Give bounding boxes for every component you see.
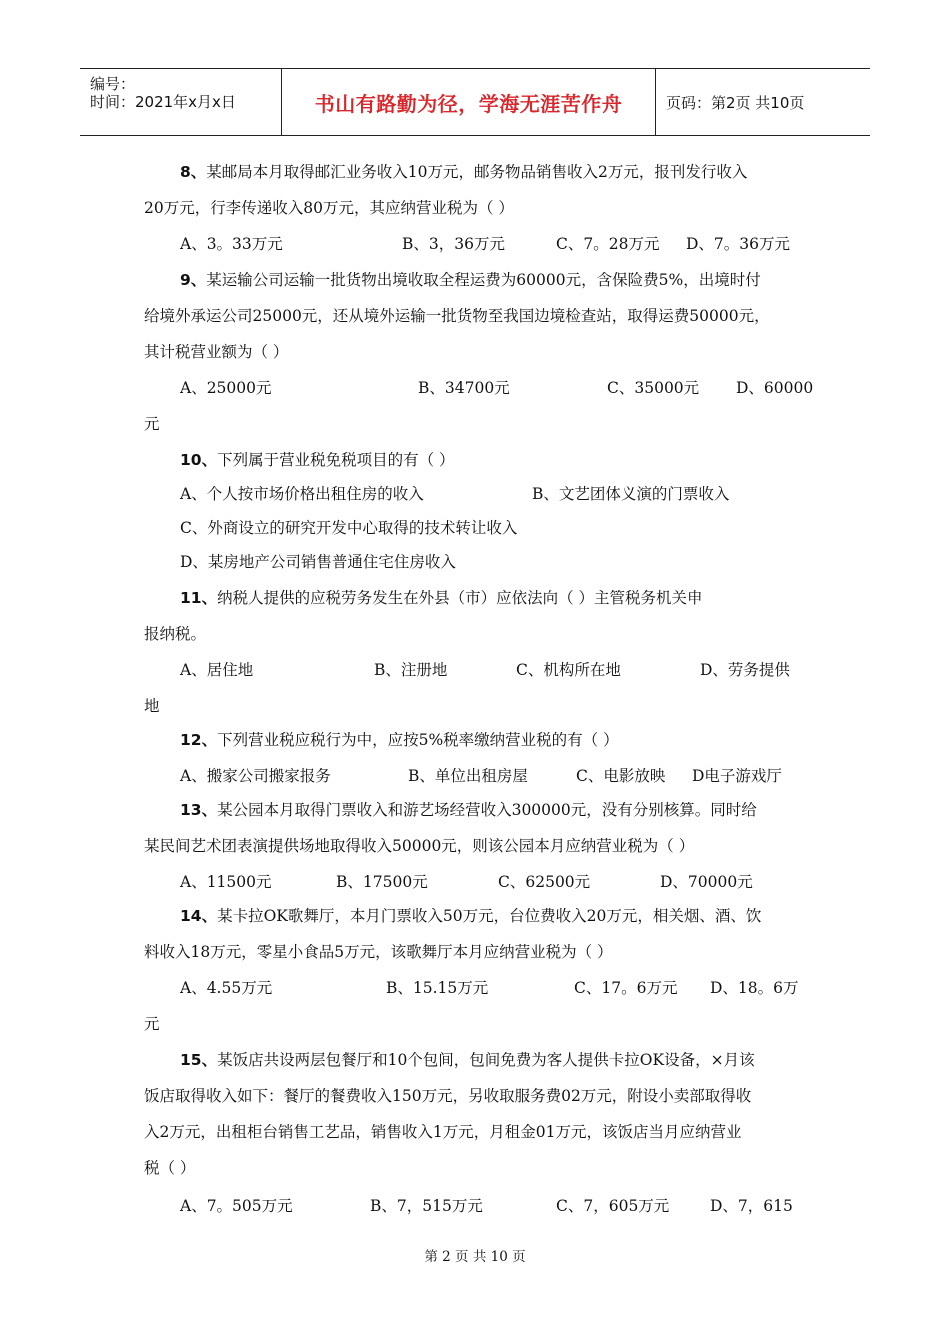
q12-option-c: C、电影放映 — [576, 767, 666, 785]
page-footer: 第 2 页 共 10 页 — [424, 1249, 526, 1265]
question-8-line-1 — [180, 162, 747, 182]
q10-option-c: C、外商设立的研究开发中心取得的技术转让收入 — [180, 519, 518, 537]
q11-option-c: C、机构所在地 — [516, 661, 621, 679]
q8-option-c: C、7。28万元 — [556, 235, 660, 253]
question-text: 某卡拉OK歌舞厅，本月门票收入50万元，台位费收入20万元，相关烟、酒、饮 — [217, 907, 762, 925]
q9-option-a: A、25000元 — [180, 379, 272, 397]
question-number: 11、 — [180, 589, 218, 607]
question-15-line-2: 饭店取得收入如下：餐厅的餐费收入150万元，另收取服务费02万元，附设小卖部取得收 — [144, 1087, 752, 1105]
header-page-info: 页码：第2页 共10页 — [666, 93, 805, 112]
q13-option-b: B、17500元 — [336, 873, 428, 891]
question-15-line-3: 入2万元，出租柜台销售工艺品，销售收入1万元，月租金01万元，该饭店当月应纳营业 — [144, 1123, 742, 1141]
question-text: 某公园本月取得门票收入和游艺场经营收入300000元，没有分别核算。同时给 — [217, 801, 757, 819]
header-motto-cell — [282, 69, 656, 135]
question-text: 某运输公司运输一批货物出境收取全程运费为60000元，含保险费5%，出境时付 — [206, 271, 761, 289]
header-motto: 书山有路勤为径，学海无涯苦作舟 — [314, 91, 623, 116]
question-8-line-2: 20万元，行李传递收入80万元，其应纳营业税为（ ） — [144, 199, 514, 217]
q11-option-d-cont: 地 — [144, 697, 160, 715]
q11-option-d: D、劳务提供 — [700, 661, 790, 679]
header-meta — [80, 69, 282, 135]
q12-option-a: A、搬家公司搬家报务 — [180, 767, 331, 785]
question-9-line-2: 给境外承运公司25000元，还从境外运输一批货物至我国边境检查站，取得运费50000元， — [144, 307, 770, 325]
q13-option-d: D、70000元 — [660, 873, 753, 891]
q15-option-b: B、7，515万元 — [370, 1197, 483, 1215]
q9-option-b: B、34700元 — [418, 379, 510, 397]
q14-option-b: B、15.15万元 — [386, 979, 489, 997]
q9-option-d: D、60000 — [736, 379, 814, 397]
question-text: 某饭店共设两层包餐厅和10个包间，包间免费为客人提供卡拉OK设备，×月该 — [217, 1051, 755, 1069]
question-15-line-4: 税（ ） — [144, 1159, 196, 1177]
q13-option-a: A、11500元 — [180, 873, 272, 891]
question-14-line-1 — [180, 906, 761, 926]
question-11-line-1 — [180, 588, 703, 608]
q15-option-d: D、7，615 — [710, 1197, 793, 1215]
question-text: 纳税人提供的应税劳务发生在外县（市）应依法向（ ）主管税务机关申 — [217, 589, 703, 607]
question-10-line-1 — [180, 450, 455, 470]
question-number: 12、 — [180, 731, 218, 749]
q15-option-a: A、7。505万元 — [180, 1197, 293, 1215]
q12-option-d: D电子游戏厅 — [692, 767, 782, 785]
question-number: 8、 — [180, 163, 207, 181]
question-number: 13、 — [180, 801, 218, 819]
q10-option-d: D、某房地产公司销售普通住宅住房收入 — [180, 553, 456, 571]
question-number: 9、 — [180, 271, 207, 289]
q8-option-d: D、7。36万元 — [686, 235, 791, 253]
page-header — [80, 68, 870, 136]
q13-option-c: C、62500元 — [498, 873, 591, 891]
q10-option-b: B、文艺团体义演的门票收入 — [532, 485, 730, 503]
q10-option-a: A、个人按市场价格出租住房的收入 — [180, 485, 424, 503]
question-number: 10、 — [180, 451, 218, 469]
q14-option-d-cont: 元 — [144, 1015, 160, 1033]
time-label: 时间：2021年x月x日 — [90, 93, 236, 111]
question-13-line-2: 某民间艺术团表演提供场地取得收入50000元，则该公园本月应纳营业税为（ ） — [144, 837, 695, 855]
q14-option-a: A、4.55万元 — [180, 979, 273, 997]
question-9-line-3: 其计税营业额为（ ） — [144, 343, 289, 361]
question-11-line-2: 报纳税。 — [144, 625, 207, 643]
question-text: 下列营业税应税行为中，应按5%税率缴纳营业税的有（ ） — [217, 731, 619, 749]
question-13-line-1 — [180, 800, 757, 820]
question-text: 下列属于营业税免税项目的有（ ） — [217, 451, 455, 469]
q8-option-a: A、3。33万元 — [180, 235, 283, 253]
q9-option-c: C、35000元 — [607, 379, 700, 397]
question-text: 某邮局本月取得邮汇业务收入10万元，邮务物品销售收入2万元，报刊发行收入 — [206, 163, 748, 181]
q15-option-c: C、7，605万元 — [556, 1197, 670, 1215]
question-14-line-2: 料收入18万元，零星小食品5万元，该歌舞厅本月应纳营业税为（ ） — [144, 943, 613, 961]
number-label: 编号： — [90, 75, 136, 93]
question-9-line-1 — [180, 270, 761, 290]
q14-option-d: D、18。6万 — [710, 979, 799, 997]
q11-option-b: B、注册地 — [374, 661, 448, 679]
question-number: 14、 — [180, 907, 218, 925]
q9-option-d-cont: 元 — [144, 415, 160, 433]
q11-option-a: A、居住地 — [180, 661, 254, 679]
q8-option-b: B、3，36万元 — [402, 235, 505, 253]
question-12-line-1 — [180, 730, 619, 750]
q14-option-c: C、17。6万元 — [574, 979, 678, 997]
question-15-line-1 — [180, 1050, 755, 1070]
question-number: 15、 — [180, 1051, 218, 1069]
q12-option-b: B、单位出租房屋 — [408, 767, 528, 785]
